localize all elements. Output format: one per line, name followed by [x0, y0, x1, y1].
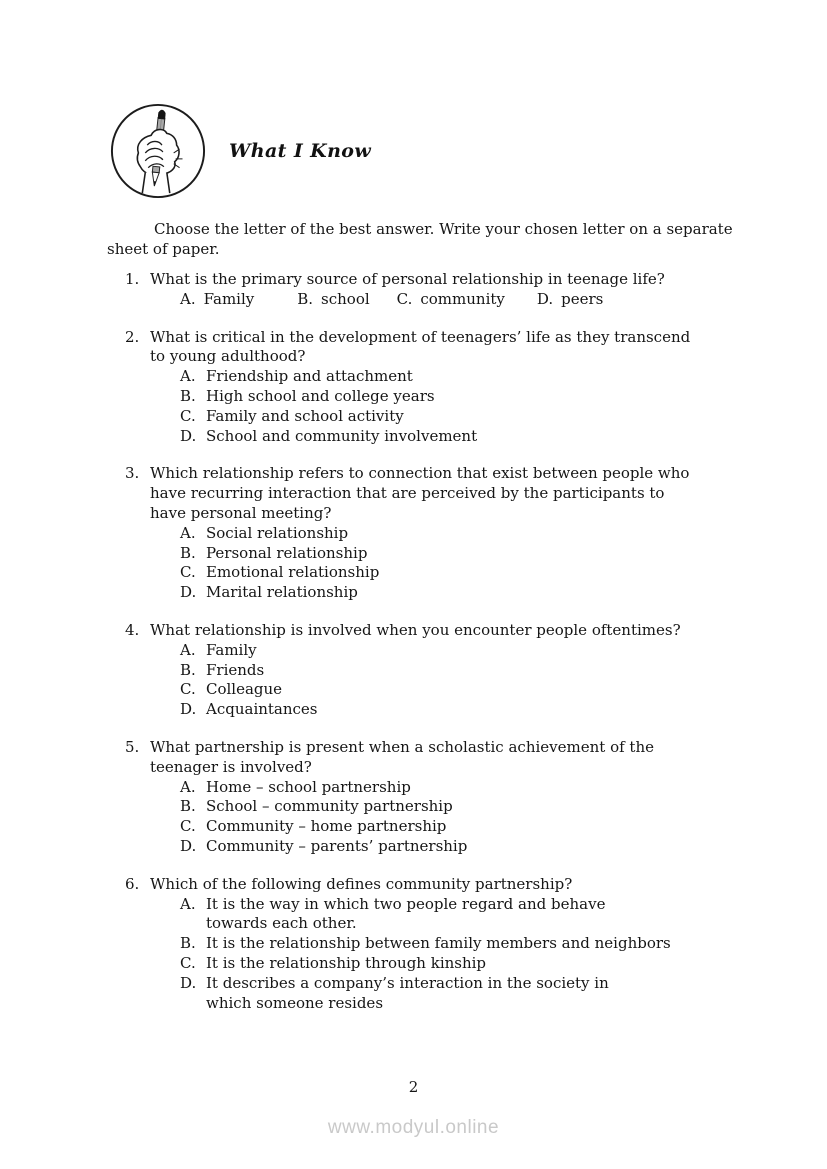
question-number: 2.	[125, 327, 140, 346]
option-label: D.	[180, 973, 197, 992]
option-text: It is the relationship between family members and neighbors	[206, 934, 671, 953]
option-text: school	[321, 289, 370, 308]
option-b	[180, 387, 787, 407]
watermark-text: www.modyul.online	[327, 1117, 500, 1138]
option-label: C.	[180, 563, 196, 582]
option-text: Community – home partnership	[206, 817, 447, 836]
question-text: What is critical in the development of teenagers’ life as they transcend to young adulthood?	[150, 327, 691, 366]
option-label: B.	[180, 660, 196, 679]
question-text: Which of the following defines community partnership?	[150, 874, 573, 893]
option-label: A.	[180, 640, 196, 659]
option-text: Acquaintances	[206, 700, 318, 719]
option-a	[180, 641, 787, 661]
instructions-text: Choose the letter of the best answer. Write your chosen letter on a separate sheet of paper.	[107, 220, 733, 258]
option-label: A.	[180, 289, 196, 308]
page-title: What I Know	[229, 140, 372, 162]
option-text: School – community partnership	[206, 797, 453, 816]
question-number: 4.	[125, 620, 140, 639]
option-label: C.	[180, 817, 196, 836]
option-text: peers	[561, 289, 604, 308]
option-label: B.	[180, 797, 196, 816]
option-d	[180, 974, 787, 1014]
hand-writing-icon	[109, 102, 207, 200]
question-number: 3.	[125, 464, 140, 483]
option-c	[180, 680, 787, 700]
question-text: Which relationship refers to connection that exist between people who have recurring interaction that are perceived by the participants to have personal meeting?	[150, 464, 690, 522]
option-label: D.	[536, 289, 554, 308]
option-text: It is the way in which two people regard and behave towards each other.	[206, 894, 606, 933]
option-c	[397, 290, 505, 310]
options-list	[180, 367, 787, 446]
option-text: Marital relationship	[206, 583, 358, 602]
option-label: B.	[297, 289, 314, 308]
option-label: B.	[180, 386, 196, 405]
option-b	[180, 661, 787, 681]
option-a	[180, 524, 787, 544]
option-text: High school and college years	[206, 386, 435, 405]
option-d	[180, 700, 787, 720]
option-b	[297, 290, 369, 310]
option-text: Home – school partnership	[206, 777, 411, 796]
option-text: Emotional relationship	[206, 563, 380, 582]
option-label: C.	[180, 680, 196, 699]
option-text: Colleague	[206, 680, 283, 699]
question-3	[125, 464, 787, 603]
options-list	[180, 524, 787, 603]
option-a	[180, 778, 787, 798]
options-list	[180, 895, 787, 1014]
option-b	[180, 934, 787, 954]
option-c	[180, 563, 787, 583]
option-text: Family and school activity	[206, 406, 404, 425]
option-text: It describes a company’s interaction in the society in which someone resides	[206, 973, 609, 1012]
option-text: Friends	[206, 660, 265, 679]
option-b	[180, 544, 787, 564]
question-text: What relationship is involved when you encounter people oftentimes?	[150, 620, 681, 639]
question-1	[125, 270, 787, 310]
option-label: D.	[180, 836, 197, 855]
option-label: D.	[180, 583, 197, 602]
options-list	[180, 641, 787, 720]
option-d	[180, 837, 787, 857]
question-number: 1.	[125, 270, 140, 288]
option-label: A.	[180, 523, 196, 542]
option-text: It is the relationship through kinship	[206, 953, 487, 972]
option-text: Personal relationship	[206, 543, 368, 562]
option-label: D.	[180, 700, 197, 719]
option-text: Family	[203, 289, 255, 308]
option-label: C.	[180, 406, 196, 425]
option-text: Family	[206, 640, 257, 659]
option-text: Community – parents’ partnership	[206, 836, 468, 855]
option-label: B.	[180, 543, 196, 562]
option-a	[180, 290, 254, 310]
option-label: A.	[180, 367, 196, 386]
options-row	[180, 290, 787, 310]
option-text: Friendship and attachment	[206, 367, 413, 386]
option-text: School and community involvement	[206, 426, 478, 445]
option-d	[537, 290, 604, 310]
question-6	[125, 875, 787, 1014]
question-number: 5.	[125, 737, 140, 756]
option-b	[180, 797, 787, 817]
option-d	[180, 427, 787, 447]
section-header	[109, 102, 371, 200]
question-5	[125, 738, 787, 857]
option-d	[180, 583, 787, 603]
option-label: B.	[180, 934, 196, 953]
option-c	[180, 954, 787, 974]
question-text: What is the primary source of personal relationship in teenage life?	[150, 270, 665, 288]
option-text: Social relationship	[206, 523, 349, 542]
option-c	[180, 407, 787, 427]
question-2	[125, 328, 787, 447]
question-number: 6.	[125, 874, 140, 893]
option-label: A.	[180, 894, 196, 913]
option-label: C.	[396, 289, 413, 308]
option-a	[180, 895, 787, 935]
options-list	[180, 778, 787, 857]
option-label: A.	[180, 777, 196, 796]
question-list	[125, 270, 787, 1031]
option-label: C.	[180, 953, 196, 972]
option-c	[180, 817, 787, 837]
option-label: D.	[180, 426, 197, 445]
option-a	[180, 367, 787, 387]
option-text: community	[420, 289, 505, 308]
page-number: 2	[408, 1078, 419, 1096]
question-4	[125, 621, 787, 720]
question-text: What partnership is present when a scholastic achievement of the teenager is involved?	[150, 737, 654, 776]
